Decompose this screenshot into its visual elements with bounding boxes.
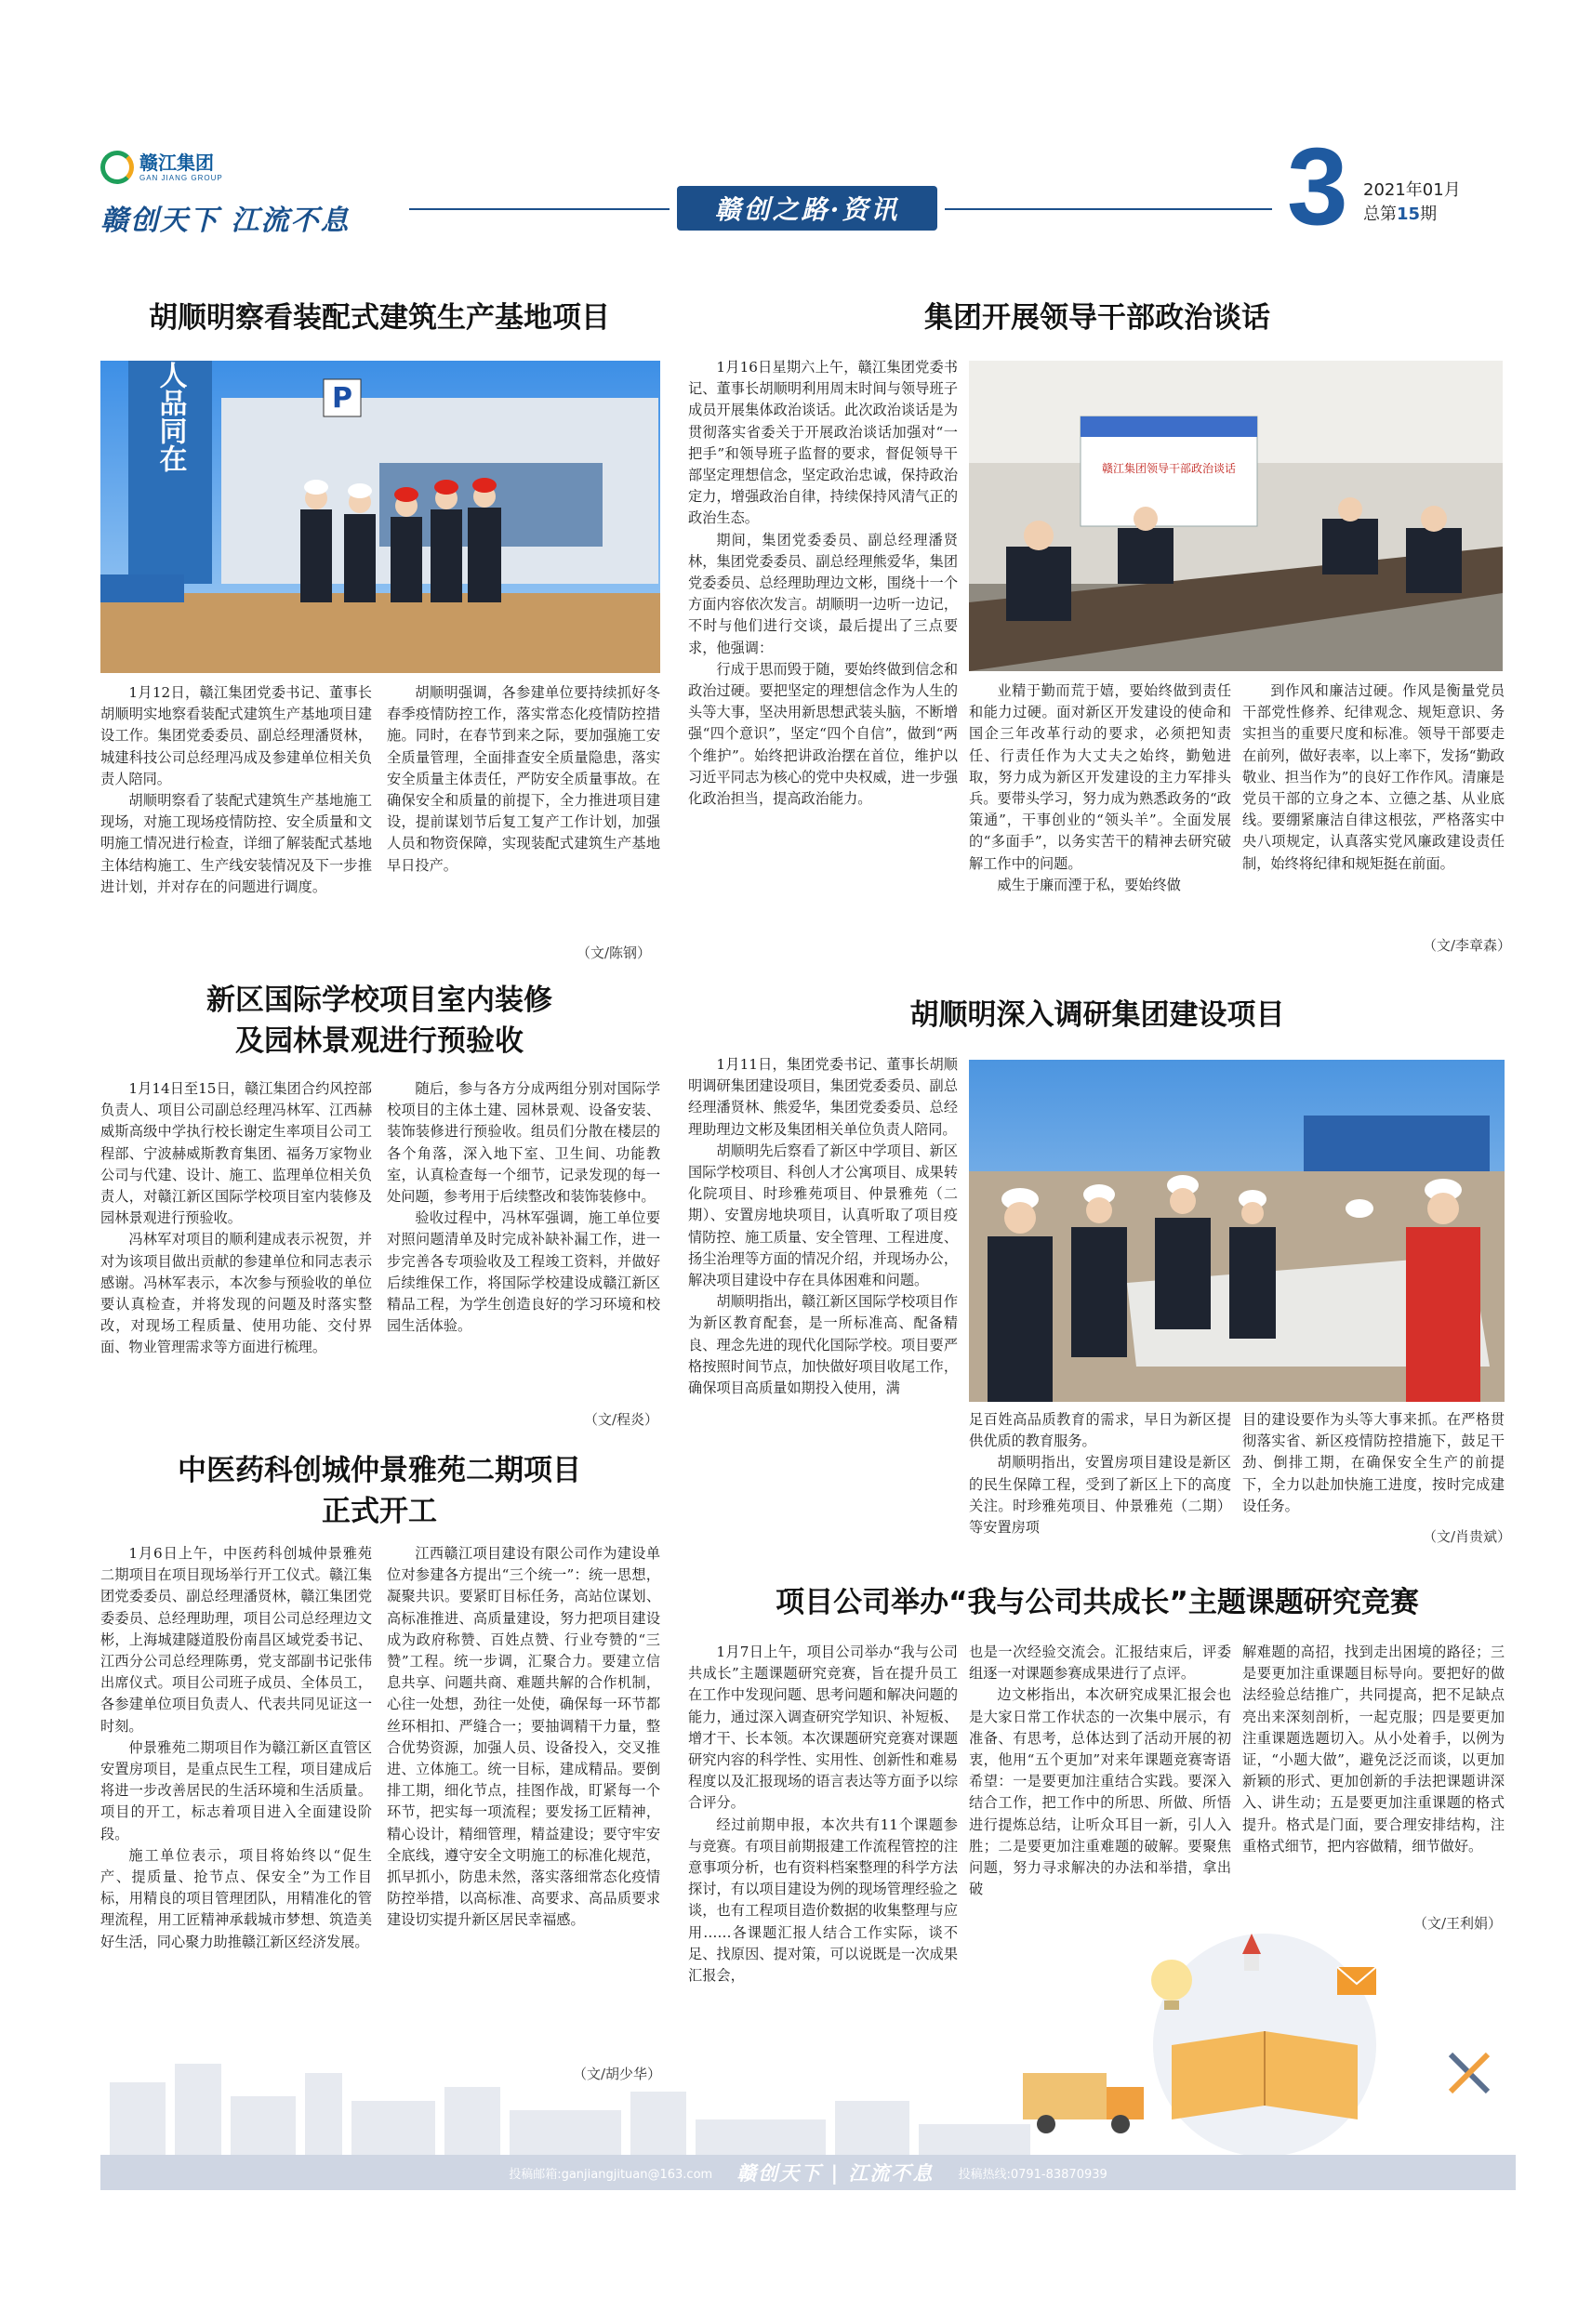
article-byline: （文/程炎） [584,1411,659,1428]
footer-slogan: 赣创天下 | 江流不息 [736,2161,935,2185]
column-title-box [677,186,937,231]
article-column: 随后，参与各方分成两组分别对国际学校项目的主体土建、园林景观、设备安装、装饰装修进行预验收。组员们分散在楼层的各个角落，深入地下室、卫生间、功能教室，认真检查每一个细节，记录发现的每一处问题，参考用于后续整改和装饰装修中。 验收过程中，冯林军强调，施工单位要对照问题清单及时完成补缺补漏工作，进一步完善各专项验收及工程竣工资料，并做好后续维保工作，将国际学校建设成赣江新区精品工程，为学生创造良好的学习环境和校园生活体验。 [387,1080,660,1335]
article-column: 业精于勤而荒于嬉，要始终做到责任和能力过硬。面对新区开发建设的使命和国企三年改革行动的要求，必须把知责任、行责任作为大丈夫之始终，勤勉进取，努力成为新区开发建设的主力军排头兵。要带头学习，努力成为熟悉政务的“政策通”，干事创业的“领头羊”。全面发展的“多面手”，以务实苦干的精神去研究破解工作中的问题。 威生于廉而湮于私，要始终做 [969,682,1231,893]
masthead-slogan: 赣创天下 江流不息 [100,205,351,237]
logo-brand: 赣江集团 [139,151,214,174]
issue-date: 2021年01月 [1363,180,1461,200]
article-byline: （文/肖贵斌） [1423,1528,1512,1545]
photo-sign-text: 人品同在 [153,361,187,472]
page-number: 3 [1287,125,1348,248]
article-column: 1月7日上午，项目公司举办“我与公司共成长”主题课题研究竞赛，旨在提升员工在工作中发现问题、思考问题和解决问题的能力，通过深入调查研究学知识、补短板、增才干、长本领。本次课题研究竞赛对课题研究内容的科学性、实用性、创新性和难易程度以及汇报现场的语言表达等方面予以综合评分。 经过前期申报，本次共有11个课题参与竞赛。有项目前期报建工作流程管控的注意事项分析，也有资料档案整理的科学方法探讨，有以项目建设为例的现场管理经验之谈，也有工程项目造价数据的收集整理与应用……各课题汇报人结合工作实际，谈不足、找原因、提对策，可以说既是一次成果汇报会， [688,1644,958,1985]
construction-site-photo [100,361,660,673]
mail-icon [1337,1967,1376,1995]
article-column: 也是一次经验交流会。汇报结束后，评委组逐一对课题参赛成果进行了点评。 边文彬指出，本次研究成果汇报会也是大家日常工作状态的一次集中展示，有准备、有思考，总体达到了活动开展的初衷，他用“五个更加”对来年课题竞赛寄语希望：一是要更加注重结合实践。要深入结合工作，把工作中的所思、所做、所悟进行提炼总结，让听众耳目一新，引人入胜；二是要更加注重难题的破解。要聚焦问题，努力寻求解决的办法和举措，拿出破 [969,1644,1231,1898]
article-column: 解难题的高招，找到走出困境的路径；三是要更加注重课题目标导向。要把好的做法经验总结推广，共同提高，把不足缺点亮出来深刻剖析，一起克服；四是要更加注重课题选题切入。从小处着手，以例为证，“小题大做”，避免泛泛而谈，以更加新颖的形式、更加创新的手法把课题讲深入、讲生动；五是要更加注重课题的格式提升。格式是门面，要合理安排结构，注重格式细节，把内容做精，细节做好。 [1242,1644,1505,1855]
footer-bar [100,2155,1516,2190]
article-headline: 项目公司举办“我与公司共成长”主题课题研究竞赛 [776,1586,1419,1619]
article-headline: 新区国际学校项目室内装修 及园林景观进行预验收 [206,984,552,1058]
issue-total: 总第15期 [1363,205,1438,224]
article-column: 胡顺明强调，各参建单位要持续抓好冬春季疫情防控工作，落实常态化疫情防控措施。同时，在春节到来之际，要加强施工安全质量管理，全面排查安全质量隐患，落实安全质量主体责任，严防安全质量事故。在确保安全和质量的前提下，全力推进项目建设，提前谋划节后复工复产工作计划，加强人员和物资保障，实现装配式建筑生产基地早日投产。 [387,684,660,874]
article-byline: （文/胡少华） [573,2066,662,2082]
article-byline: （文/王利娟） [1413,1915,1503,1932]
article-column: 1月16日星期六上午，赣江集团党委书记、董事长胡顺明利用周末时间与领导班子成员开展集体政治谈话。此次政治谈话是为贯彻落实省委关于开展政治谈话加强对“一把手”和领导班子监督的要求，督促领导干部坚定理想信念，坚定政治忠诚，保持政治定力，增强政治自律，持续保持风清气正的政治生态。 期间，集团党委委员、副总经理潘贤林，集团党委委员、副总经理熊爱华，集团党委委员、总经理助理边文彬，围绕十一个方面内容依次发言。胡顺明一边听一边记，不时与他们进行交谈，最后提出了三点要求，他强调： 行成于思而毁于随，要始终做到信念和政治过硬。要把坚定的理想信念作为人生的头等大事，坚决用新思想武装头脑，不断增强“四个意识”，坚定“四个自信”，做到“两个维护”。始终把讲政治摆在首位，维护以习近平同志为核心的党中央权威，进一步强化政治担当，提高政治能力。 [688,359,958,808]
article-byline: （文/陈钢） [577,944,652,961]
article-byline: （文/李章森） [1423,937,1512,954]
article-column: 1月11日，集团党委书记、董事长胡顺明调研集团建设项目，集团党委委员、副总经理潘贤林、熊爱华，集团党委委员、总经理助理边文彬及集团相关单位负责人陪同。 胡顺明先后察看了新区中学项目、新区国际学校项目、科创人才公寓项目、成果转化院项目、时珍雅苑项目、仲景雅苑（二期）、安置房地块项目，认真听取了项目疫情防控、施工质量、安全管理、工程进度、扬尘治理等方面的情况介绍，并现场办公，解决项目建设中存在具体困难和问题。 胡顺明指出，赣江新区国际学校项目作为新区教育配套，是一所标准高、配备精良、理念先进的现代化国际学校。项目要严格按照时间节点，加快做好项目收尾工作，确保项目高质量如期投入使用，满 [688,1056,958,1397]
article-column: 1月6日上午，中医药科创城仲景雅苑二期项目在项目现场举行开工仪式。赣江集团党委委员、副总经理潘贤林，赣江集团党委委员、总经理助理，项目公司总经理边文彬，上海城建隧道股份南昌区域党委书记、江西分公司总经理陈勇，党支部副书记张伟出席仪式。项目公司班子成员、全体员工，各参建单位项目负责人、代表共同见证这一时刻。 仲景雅苑二期项目作为赣江新区直管区安置房项目，是重点民生工程，项目建成后将进一步改善居民的生活环境和生活质量。项目的开工，标志着项目进入全面建设阶段。 施工单位表示，项目将始终以“促生产、提质量、抢节点、保安全”为工作目标，用精良的项目管理团队，用精准化的管理流程，用工匠精神承载城市梦想、筑造美好生活，同心聚力助推赣江新区经济发展。 [100,1545,372,1950]
article-headline: 胡顺明深入调研集团建设项目 [909,998,1285,1032]
screen-banner-text: 赣江集团领导干部政治谈话 [1101,462,1237,475]
article-column: 到作风和廉洁过硬。作风是衡量党员干部党性修养、纪律观念、规矩意识、务实担当的重要尺度和标准。领导干部要走在前列，做好表率，以上率下，发扬“勤政敬业、担当作为”的良好工作作风。清廉是党员干部的立身之本、立德之基、从业底线。要绷紧廉洁自律这根弦，严格落实中央八项规定，认真落实党风廉政建设责任制，始终将纪律和规矩挺在前面。 [1242,682,1505,872]
logo-ring-icon [100,151,134,184]
article-headline: 集团开展领导干部政治谈话 [924,301,1270,335]
article-headline: 中医药科创城仲景雅苑二期项目 正式开工 [178,1454,581,1528]
column-rule-left [409,208,670,210]
article-headline: 胡顺明察看装配式建筑生产基地项目 [149,301,610,335]
article-column: 1月12日，赣江集团党委书记、董事长胡顺明实地察看装配式建筑生产基地项目建设工作。集团党委委员、副总经理潘贤林，城建科技公司总经理冯成及参建单位相关负责人陪同。 胡顺明察看了装配式建筑生产基地施工现场，对施工现场疫情防控、安全质量和文明施工情况进行检查，详细了解装配式基地主体结构施工、生产线安装情况及下一步推进计划，并对存在的问题进行调度。 [100,684,372,895]
article-column: 足百姓高品质教育的需求，早日为新区提供优质的教育服务。 胡顺明指出，安置房项目建设是新区的民生保障工程，受到了新区上下的高度关注。时珍雅苑项目、仲景雅苑（二期）等安置房项 [969,1411,1231,1537]
article-column: 江西赣江项目建设有限公司作为建设单位对参建各方提出“三个统一”：统一思想，凝聚共识。要紧盯目标任务，高站位谋划、高标准推进、高质量建设，努力把项目建设成为政府称赞、百姓点赞、行业夸赞的“三赞”工程。统一步调，汇聚合力。要建立信息共享、问题共商、难题共解的合作机制，心往一处想，劲往一处使，确保每一环节都丝环相扣、严缝合一；要抽调精干力量，整合优势资源，加强人员、设备投入，交叉推进、立体施工。统一目标，建成精品。要倒排工期，细化节点，挂图作战，盯紧每一个环节，把实每一项流程；要发扬工匠精神，精心设计，精细管理，精益建设；要守牢安全底线，遵守安全文明施工的标准化规范，抓早抓小，防患未然，落实落细常态化疫情防控举措，以高标准、高要求、高品质要求建设切实提升新区居民幸福感。 [387,1545,660,1929]
column-rule-right [945,208,1272,210]
group-logo [100,149,249,186]
parking-sign-text: P [332,382,352,415]
article-column: 1月14日至15日，赣江集团合约风控部负责人、项目公司副总经理冯林军、江西赫威斯高级中学执行校长谢定生率项目公司工程部、宁波赫威斯教育集团、福务万家物业公司与代建、设计、施工、监理单位相关负责人，对赣江新区国际学校项目室内装修及园林景观进行预验收。 冯林军对项目的顺利建成表示祝贺，并对为该项目做出贡献的参建单位和同志表示感谢。冯林军表示，本次参与预验收的单位要认真检查，并将发现的问题及时落实整改，对现场工程质量、使用功能、交付界面、物业管理需求等方面进行梳理。 [100,1080,372,1356]
logo-brand-en: GAN JIANG GROUP [139,173,223,182]
article-column: 目的建设要作为头等大事来抓。在严格贯彻落实省、新区疫情防控措施下，鼓足干劲、倒排工期，在确保安全生产的前提下，全力以赴加快施工进度，按时完成建设任务。 [1242,1411,1505,1514]
issue-info [1363,178,1461,227]
column-title: 赣创之路·资讯 [714,194,900,225]
site-inspection-photo [969,1060,1505,1402]
footer-email: 投稿邮箱:ganjiangjituan@163.com [509,2167,713,2182]
footer-phone: 投稿热线:0791-83870939 [958,2167,1107,2182]
meeting-room-photo [969,361,1503,671]
footer-skyline [100,2045,1516,2157]
